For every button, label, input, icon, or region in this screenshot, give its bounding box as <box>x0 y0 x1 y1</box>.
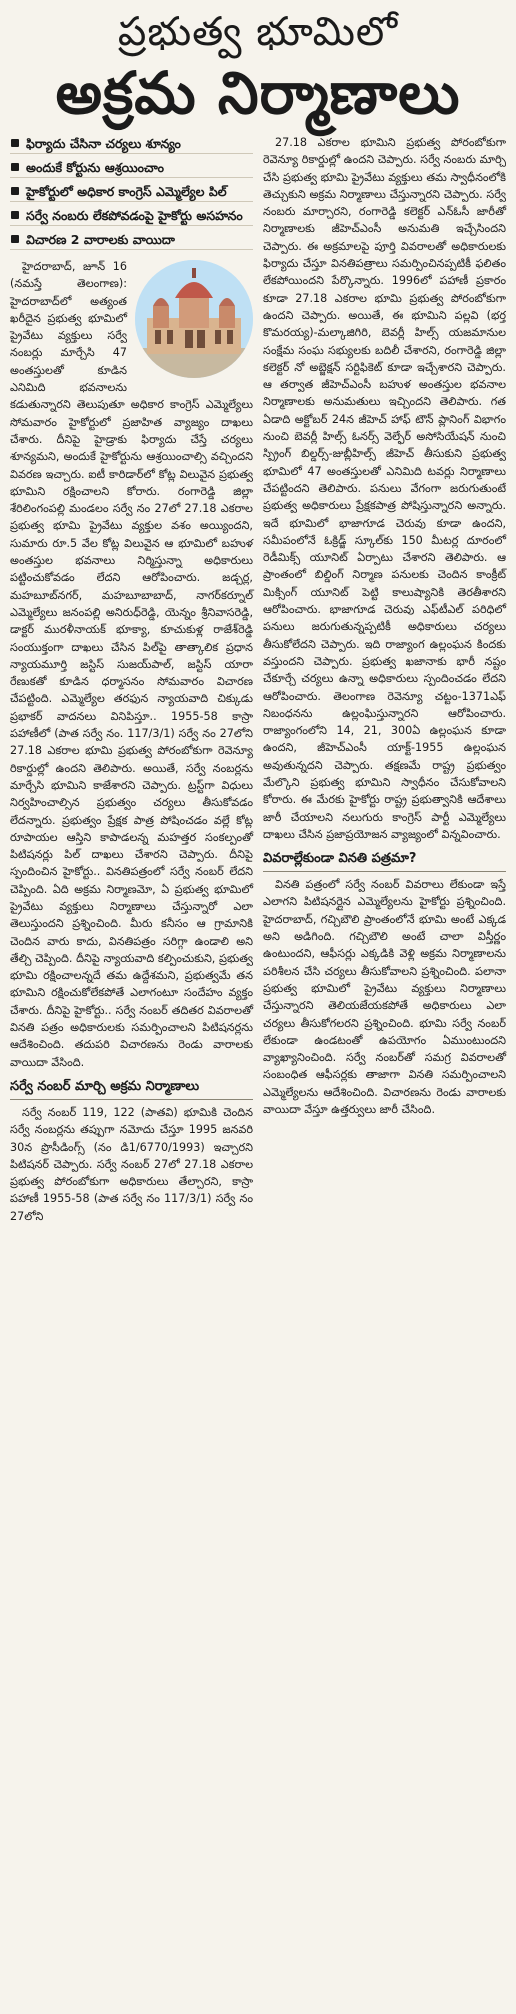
high-court-photo <box>135 260 253 378</box>
article-paragraph: సర్వే నంబర్ 119, 122 (పాతవి) భూమికి చెందిన సర్వే నంబర్లను తప్పుగా నమోదు చేస్తూ 1995 జనవరి 30న ప్రొసీడింగ్స్ (నం డి1/6770/1993) ఇచ్చారని పిటిషనర్ చెప్పారు. సర్వే నంబర్ 27లో 27.18 ఎకరాల ప్రభుత్వ పోరంబోకుగా అధికారులు తేల్చారని, కాస్రా పహాణీ 1955-58 (పాత సర్వే నం 117/3/1) సర్వే నం 27లోని <box>10 1105 253 1223</box>
highlight-item: అందుకే కోర్టును ఆశ్రయించాం <box>10 158 253 178</box>
highlights-list <box>10 134 253 250</box>
subheading: సర్వే నంబర్ మార్చి అక్రమ నిర్మాణాలు <box>10 1077 253 1100</box>
highlight-item: విచారణ 2 వారాలకు వాయిదా <box>10 230 253 250</box>
article-paragraph: హైదరాబాద్, జూన్ 16 (నమస్తే తెలంగాణ): హైదరాబాద్‌లో అత్యంత ఖరీదైన ప్రభుత్వ భూమిలో ప్రైవేటు వ్యక్తులు సర్వే నంబర్లు మార్చేసి 47 అంతస్తులతో కూడిన ఎనిమిది భవనాలను కడుతున్నారని తెలుపుతూ అధికార కాంగ్రెస్ ఎమ్మెల్యేలు సోమవారం హైకోర్టులో ప్రజాహిత వ్యాజ్యం దాఖలు చేశారు. దీనిపై హైడ్రాకు ఫిర్యాదు చేస్తే చర్యలు శూన్యమని, అందుకే హైకోర్టును ఆశ్రయించాల్సి వచ్చిందని వివరణ ఇచ్చారు. ఐటీ కారిడార్‌లో కోట్ల విలువైన ప్రభుత్వ భూమిని రక్షించాలని కోరారు. రంగారెడ్డి జిల్లా శేరిలింగంపల్లి మండలం సర్వే నం 27లో 27.18 ఎకరాల ప్రభుత్వ భూమి ప్రైవేటు వ్యక్తుల వశం అయ్యిందని, సుమారు రూ.5 వేల కోట్ల విలువైన ఆ భూమిలో బహుళ అంతస్తుల భవనాలు నిర్మిస్తున్నా అధికారులు పట్టించుకోవడం లేదని ఆరోపించారు. జడ్చర్ల, మహబూబ్‌నగర్, మహబూబాబాద్, నాగర్‌కర్నూల్ ఎమ్మెల్యేలు జనంపల్లి అనిరుధ్‌రెడ్డి, యెన్నం శ్రీనివాసరెడ్డి, డాక్టర్ మురళీనాయక్ భూక్యా, కూచుకుళ్ల రాజేశ్‌రెడ్డి సంయుక్తంగా దాఖలు చేసిన పిల్‌పై తాత్కాలిక ప్రధాన న్యాయమూర్తి జస్టిస్ సుజయ్‌పాల్, జస్టిస్ యారా రేణుకతో కూడిన ధర్మాసనం సోమవారం విచారణ చేపట్టింది. ఎమ్మెల్యేల తరఫున న్యాయవాది చిక్కుడు ప్రభాకర్ వాదనలు వినిపిస్తూ.. 1955-58 కాస్రా పహాణీలో (పాత సర్వే నం. 117/3/1) సర్వే నం 27లోని 27.18 ఎకరాల భూమి ప్రభుత్వ పోరంబోకుగా రెవెన్యూ రికార్డుల్లో ఉందని తెలిపారు. అయితే, సర్వే నంబర్లను మార్చేసి భూమిని కాజేశారని చెప్పారు. ట్రస్ట్‌గా విధులు నిర్వహించాల్సిన ప్రభుత్వం చర్యలు తీసుకోవడం లేదన్నారు. ప్రభుత్వం ప్రేక్షక పాత్ర పోషించడం వల్లే కోట్ల రూపాయల ఆస్తిని కాపాడలన్న మహత్తర సంకల్పంతో పిటిషనర్లు పిల్ దాఖలు చేశారని చెప్పారు. దీనిపై స్పందించిన హైకోర్టు.. వినతిపత్రంలో సర్వే నంబర్ లేదని చెప్పింది. ఏది అక్రమ నిర్మాణమో, ఏ ప్రభుత్వ భూమిలో ప్రైవేటు వ్యక్తులు నిర్మాణాలు చేస్తున్నారో ఎలా తెలుస్తుందని ప్రశ్నించింది. మీరు కనీసం ఆ గ్రామానికి చెందిన వారు కాదు, వినతిపత్రం సరిగ్గా ఉండాలి అని తేల్చి చెప్పింది. దీనిపై న్యాయవాది కల్పించుకుని, ప్రభుత్వ భూమి రక్షించాలన్నదే తమ ఉద్దేశమని, ప్రభుత్వమే తన భూమిని రక్షించుకోలేకపోతే ఎలాగంటూ సందేహం వ్యక్తం చేశారు. దీనిపై హైకోర్టు.. సర్వే నంబర్ తదితర వివరాలతో వినతి పత్రం అధికారులకు సమర్పించాలని పిటిషనర్లను ఆదేశించింది. తదుపరి విచారణను రెండు వారాలకు వాయిదా వేసింది. <box>10 260 253 1069</box>
headline-line-1: ప్రభుత్వ భూమిలో <box>117 9 399 55</box>
article-paragraph: వినతి పత్రంలో సర్వే నంబర్ వివరాలు లేకుండా ఇస్తే ఎలాగని పిటిషనర్లైన ఎమ్మెల్యేలను హైకోర్టు ప్రశ్నించింది. హైదరాబాద్, గచ్చిబౌలి ప్రాంతంలోనే భూమి అంటే ఎక్కడ అని అడిగింది. గచ్చిబౌలి అంటే చాలా విస్తీర్ణం ఉంటుందని, ఆఫీసర్లు ఎక్కడికి వెళ్లి అక్రమ నిర్మాణాలను పరిశీలన చేసి చర్యలు తీసుకోవాలని ప్రశ్నించింది. పలానా ప్రభుత్వ భూమిలో ప్రైవేటు వ్యక్తులు నిర్మాణాలు చేస్తున్నారని తెలియజేయకపోతే అధికారులు ఎలా చర్యలు తీసుకోగలరని ప్రశ్నించింది. భూమి సర్వే నంబర్ లేకుండా ఉండటంతో ఉపయోగం ఏముంటుందని వ్యాఖ్యానించింది. సర్వే నంబర్‌తో సమగ్ర వివరాలతో సంబంధిత ఆఫీసర్లకు తాజాగా వినతి సమర్పించాలని ఎమ్మెల్యేలను ఆదేశించింది. విచారణను రెండు వారాలకు వాయిదా వేస్తూ ఉత్తర్వులు జారీ చేసింది. <box>263 878 506 1117</box>
highlight-item: హైకోర్టులో అధికార కాంగ్రెస్ ఎమ్మెల్యేల పిల్ <box>10 182 253 202</box>
highlight-item: ఫిర్యాదు చేసినా చర్యలు శూన్యం <box>10 134 253 154</box>
highlight-item: సర్వే నంబరు లేకపోవడంపై హైకోర్టు అసహనం <box>10 206 253 226</box>
column-left <box>10 134 253 1231</box>
article-paragraph: 27.18 ఎకరాల భూమిని ప్రభుత్వ పోరంబోకుగా రెవెన్యూ రికార్డుల్లో ఉందని చెప్పారు. సర్వే నంబరు మార్చి చేసి ప్రభుత్వ భూమి ప్రైవేటు వ్యక్తులు తమ స్వాధీనంలోకి తెచ్చుకుని అక్రమ నిర్మాణాలు చేస్తున్నారని చెప్పారు. సర్వే నంబరు మార్చారని, రంగారెడ్డి కలెక్టర్ ఎన్‌ఓసీ జారీతో నిర్మాణాలకు జీహెచ్‌ఎంసీ అనుమతి ఇచ్చేసిందని చెప్పారు. ఈ అక్రమాలపై పూర్తి వివరాలతో అధికారులకు ఫిర్యాదు చేస్తూ వినతిపత్రాలు సమర్పించినప్పటికీ ఫలితం లేకపోయిందని పేర్కొన్నారు. 1996లో పహాణీ ప్రకారం కూడా 27.18 ఎకరాల భూమి ప్రభుత్వ పోరంబోకుగా ఉందని చెప్పారు. అయితే, ఈ భూమిని పల్లవి (భర్త కొమరయ్య)-మల్కాజిగిరి, బెవర్లీ హిల్స్ యజమానుల సంక్షేమ సంఘ సభ్యులకు బదిలీ చేశారని, రంగారెడ్డి జిల్లా కలెక్టర్ నో అబ్జెక్షన్ సర్టిఫికెట్ కూడా ఇచ్చేశారని చెప్పారు. ఆ తర్వాత జీహెచ్‌ఎంసీ బహుళ అంతస్తుల భవనాల నిర్మాణాలకు అనుమతులు ఇచ్చిందని తెలిపారు. గత ఏడాది అక్టోబర్ 24న జీహెచ్ హాఫ్ టౌన్‌ ప్లానింగ్‌ విభాగం నుంచి బెవర్లీ హిల్స్ ఓనర్స్ వెల్ఫేర్ అసోసియేషన్ నుంచి స్ప్రింగ్ బిల్డర్స్-జుబ్లీహిల్స్ జీహెచ్ తీసుకుని ప్రభుత్వ భూమిలో 47 అంతస్తులతో ఎనిమిది టవర్లు నిర్మాణాలు చేపట్టిందని తెలిపారు. పనులు వేగంగా జరుగుతుంటే ప్రభుత్వ అధికారులు ప్రేక్షకపాత్ర పోషిస్తున్నారని అన్నారు. ఇదే భూమిలో భాజాగూడ చెరువు కూడా ఉందని, సమీపంలోనే ఓక్రిడ్జ్ స్కూల్‌కు 150 మీటర్ల దూరంలో రెడీమిక్స్ యూనిట్ ఏర్పాటు చేశారని తెలిపారు. ఆ ప్రాంతంలో బిల్డింగ్ నిర్మాణ పనులకు చెందిన కాంక్రీట్ మిక్సింగ్ యూనిట్ పెట్టి కాలుష్యానికి తెరతీశారని ఆరోపించారు. భాజాగూడ చెరువు ఎఫ్‌టీఎల్ పరిధిలో పనులు జరుగుతున్నప్పటికీ అధికారులు చర్యలు తీసుకోలేదని చెప్పారు. ఇది రాజ్యాంగ ఉల్లంఘన కిందకు వస్తుందని చెప్పారు. ప్రభుత్వ ఖజానాకు భారీ నష్టం చేకూర్చే చర్యలు ఉన్నా అధికారులు స్పందించడం లేదని ఆరోపించారు. తెలంగాణ రెవెన్యూ చట్టం-1371ఎఫ్ నిబంధనను ఉల్లంఘిస్తున్నారని ఆరోపించారు. రాజ్యాంగంలోని 14, 21, 300ఏ ఉల్లంఘన కూడా ఉందని, జీహెచ్‌ఎంసీ యాక్ట్-1955 ఉల్లంఘన అవుతున్నదని చెప్పారు. తక్షణమే రాష్ట్ర ప్రభుత్వం మేల్కొని ప్రభుత్వ భూమిని స్వాధీనం చేసుకోవాలని కోరారు. ఈ మేరకు హైకోర్టు రాష్ట్ర ప్రభుత్వానికి ఆదేశాలు జారీ చేయాలని నలుగురు కాంగ్రెస్ పార్టీ ఎమ్మెల్యేలు దాఖలు చేసిన ప్రజాప్రయోజన వ్యాజ్యంలో విన్నవించారు. <box>263 136 506 841</box>
headline-line-2: అక్రమ నిర్మాణాలు <box>55 59 461 127</box>
subheading: వివరాల్లేకుండా వినతి పత్రమా? <box>263 849 506 872</box>
column-right <box>263 134 506 1231</box>
article-columns <box>10 134 506 1231</box>
